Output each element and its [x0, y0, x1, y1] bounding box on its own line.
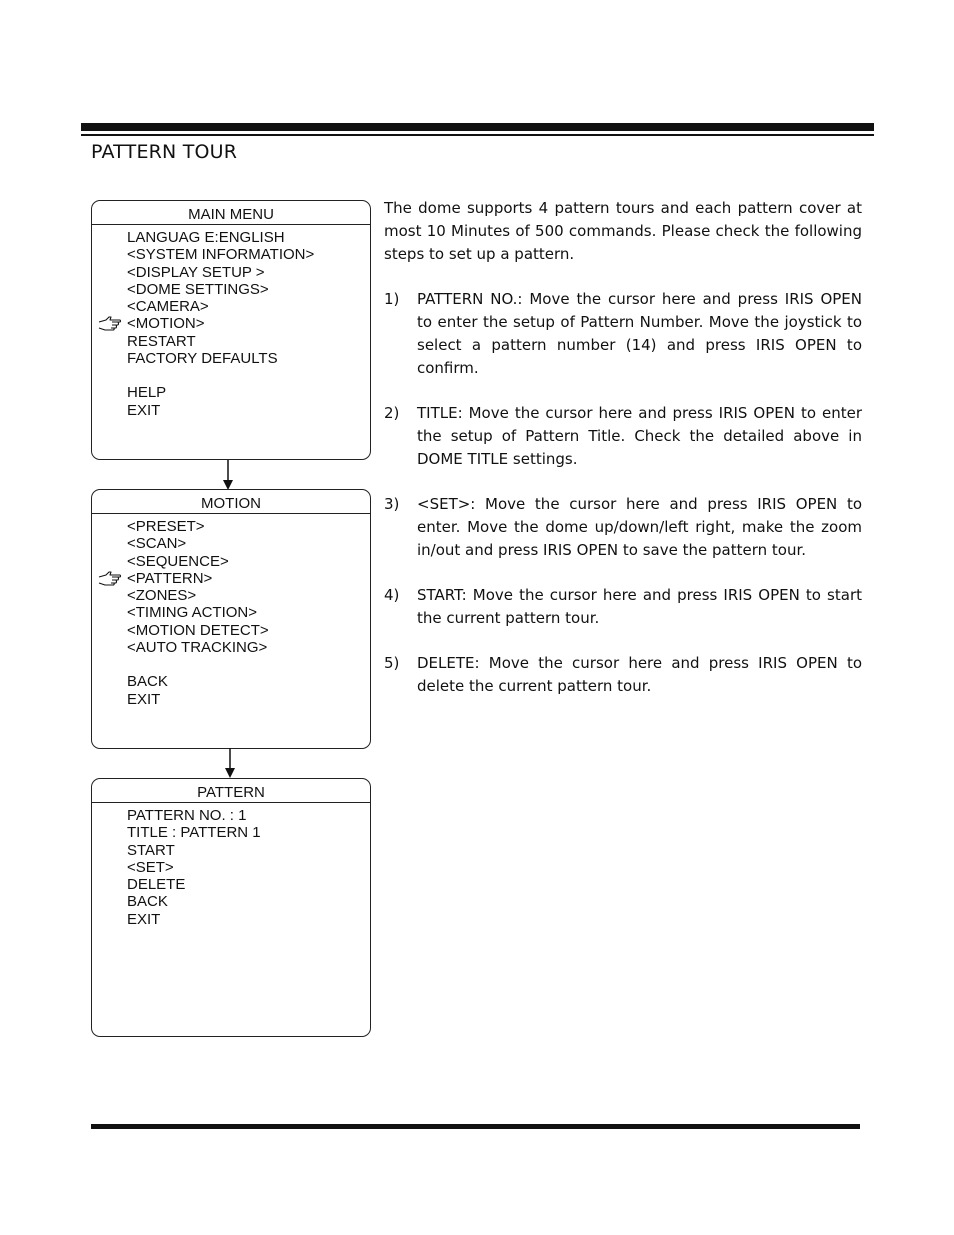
menu-item-pattern-no[interactable]: PATTERN NO. : 1	[127, 807, 247, 824]
step-item	[384, 493, 862, 562]
main-menu-box	[91, 200, 371, 460]
menu-item-motion-detect[interactable]: <MOTION DETECT>	[127, 621, 269, 639]
menu-item-exit[interactable]: EXIT	[127, 690, 161, 708]
pointing-hand-icon	[98, 570, 122, 586]
motion-menu-title: MOTION	[92, 490, 370, 514]
menu-item-start[interactable]: START	[127, 841, 175, 859]
main-menu-items	[92, 225, 370, 419]
menu-item-dome-settings[interactable]: <DOME SETTINGS>	[127, 280, 269, 298]
menu-spacer	[92, 656, 370, 673]
pattern-menu-box	[91, 778, 371, 1037]
steps-list	[384, 288, 862, 698]
step-item	[384, 288, 862, 380]
step-text: PATTERN NO.: Move the cursor here and press IRIS OPEN to enter the setup of Pattern Number. Move the joystick to select a pattern number (14) and press IRIS OPEN to confirm.	[417, 290, 862, 377]
step-number: 4)	[384, 586, 400, 604]
step-item	[384, 402, 862, 471]
menu-item-zones[interactable]: <ZONES>	[127, 587, 197, 605]
arrow-down-icon	[222, 460, 234, 490]
motion-menu-box	[91, 489, 371, 749]
top-rule-thick	[81, 123, 874, 131]
menu-item-restart[interactable]: RESTART	[127, 332, 196, 350]
step-item	[384, 584, 862, 630]
intro-paragraph: The dome supports 4 pattern tours and each pattern cover at most 10 Minutes of 500 commands. Please check the following steps to set up a pattern.	[384, 199, 862, 263]
menu-item-factory-defaults[interactable]: FACTORY DEFAULTS	[127, 350, 278, 368]
step-number: 5)	[384, 654, 400, 672]
menu-item-back[interactable]: BACK	[127, 673, 168, 691]
step-text: <SET>: Move the cursor here and press IRIS OPEN to enter. Move the dome up/down/left right, make the zoom in/out and press IRIS OPEN to save the pattern tour.	[417, 495, 862, 559]
step-text: START: Move the cursor here and press IRIS OPEN to start the current pattern tour.	[417, 586, 862, 627]
menu-item-system-information[interactable]: <SYSTEM INFORMATION>	[127, 246, 315, 264]
menu-item-help[interactable]: HELP	[127, 384, 167, 402]
description-column	[384, 197, 862, 720]
motion-menu-items	[92, 514, 370, 708]
pointing-hand-icon	[98, 315, 122, 331]
section-title: PATTERN TOUR	[91, 141, 238, 163]
pattern-menu-items	[92, 803, 370, 928]
menu-item-exit[interactable]: EXIT	[127, 401, 161, 419]
menu-item-scan[interactable]: <SCAN>	[127, 535, 187, 553]
menu-item-language[interactable]: LANGUAG E:ENGLISH	[127, 229, 285, 246]
top-rule-thin	[81, 134, 874, 136]
step-text: TITLE: Move the cursor here and press IRIS OPEN to enter the setup of Pattern Title. Check the detailed above in DOME TITLE settings.	[417, 404, 862, 468]
menu-item-camera[interactable]: <CAMERA>	[127, 298, 209, 316]
menu-item-title[interactable]: TITLE : PATTERN 1	[127, 824, 261, 842]
menu-spacer	[92, 367, 370, 384]
step-number: 3)	[384, 495, 400, 513]
menu-item-motion[interactable]: <MOTION>	[92, 315, 370, 332]
main-menu-title: MAIN MENU	[92, 201, 370, 225]
step-number: 2)	[384, 404, 400, 422]
menu-item-delete[interactable]: DELETE	[127, 876, 186, 894]
pattern-menu-title: PATTERN	[92, 779, 370, 803]
menu-item-set[interactable]: <SET>	[127, 858, 174, 876]
menu-item-auto-tracking[interactable]: <AUTO TRACKING>	[127, 639, 268, 657]
menu-item-preset[interactable]: <PRESET>	[127, 518, 205, 535]
menu-item-display-setup[interactable]: <DISPLAY SETUP >	[127, 263, 265, 281]
bottom-rule	[91, 1124, 860, 1129]
menu-item-exit[interactable]: EXIT	[127, 910, 161, 928]
step-item	[384, 652, 862, 698]
menu-item-back[interactable]: BACK	[127, 893, 168, 911]
menu-item-timing-action[interactable]: <TIMING ACTION>	[127, 604, 258, 622]
arrow-down-icon	[224, 748, 236, 778]
menu-item-sequence[interactable]: <SEQUENCE>	[127, 552, 229, 570]
menu-item-pattern[interactable]: <PATTERN>	[92, 570, 370, 587]
step-text: DELETE: Move the cursor here and press IRIS OPEN to delete the current pattern tour.	[417, 654, 862, 695]
step-number: 1)	[384, 290, 400, 308]
